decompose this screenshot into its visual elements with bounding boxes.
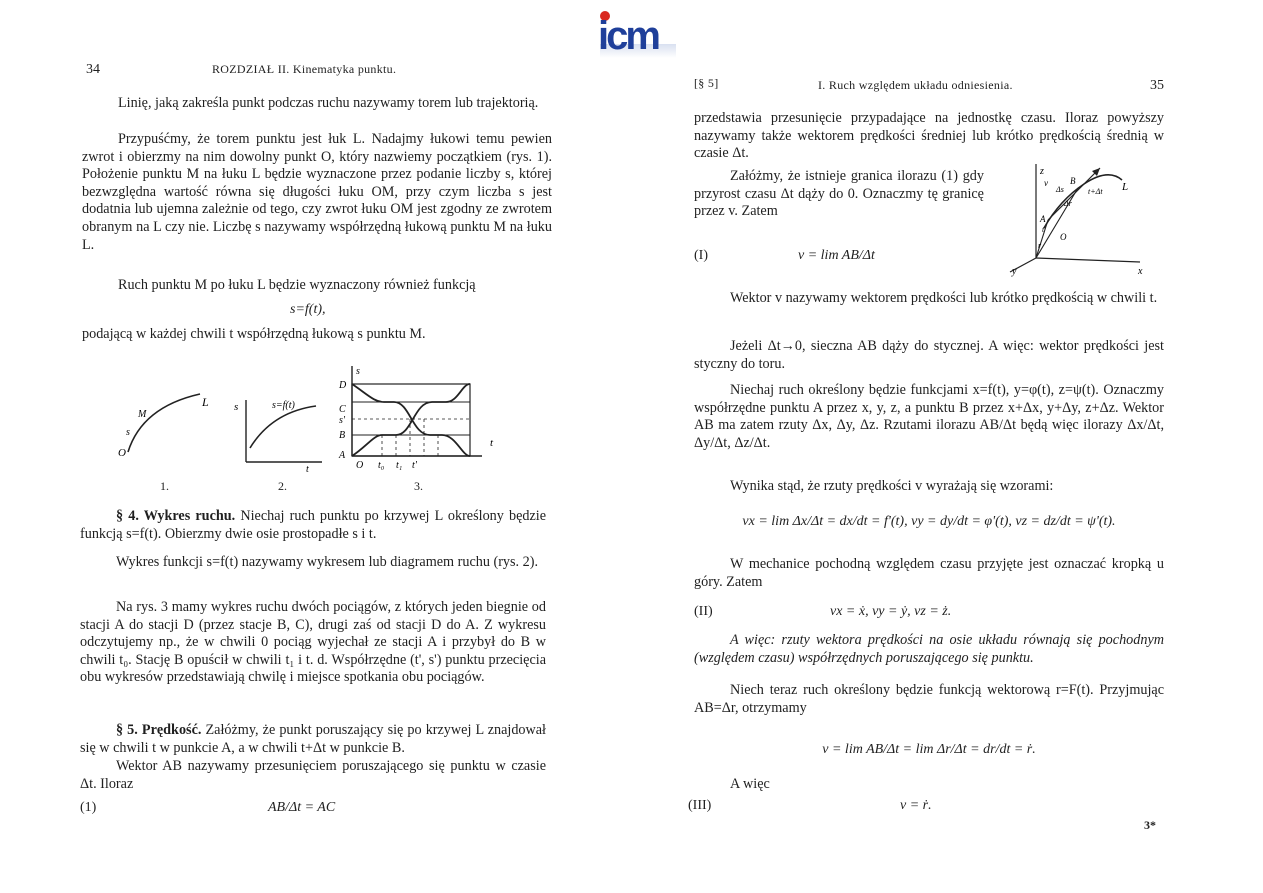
paragraph-motion-function: Ruch punktu M po łuku L będzie wyznaczony również funkcją [118,277,476,293]
equation-II: vx = ẋ, vy = ẏ, vz = ż. [830,604,952,619]
paragraph-velocity-components: Wynika stąd, że rzuty prędkości v wyrażają się wzorami: [730,478,1054,494]
fig3-label-t0: t₀ [378,460,385,471]
fig-label-B: B [1070,176,1076,186]
fig3-label-t: t [490,437,494,449]
section-5-title: § 5. Prędkość. [116,722,202,738]
page-number-left: 34 [86,62,100,77]
section-4-paragraph-1 [80,508,546,543]
velocity-vector-figure [1000,158,1150,278]
equation-III-number: (III) [688,798,712,813]
equation-1: AB/Δt = AC [268,800,336,815]
fig3-label-A: A [339,450,346,461]
figures-1-3 [112,362,522,474]
fig1-label-M: M [138,409,147,420]
fig2-label-s: s [234,401,239,413]
paragraph-dot-notation: W mechanice pochodną względem czasu przyjęte jest oznaczać kropką u góry. Zatem [694,556,1164,590]
left-page [0,0,600,893]
fig2-curve [250,406,316,448]
fig-label-x: x [1138,266,1143,277]
fig1-label-O: O [118,447,126,459]
fig2-label-t: t [306,464,309,474]
paragraph-vector-function: Niech teraz ruch określony będzie funkcją wektorową r=F(t). Przyjmując AB=Δr, otrzymamy [694,682,1164,716]
fig-label-v: v [1044,178,1048,188]
paragraph-projections: Niechaj ruch określony będzie funkcjami x=f(t), y=φ(t), z=ψ(t). Oznaczmy współrzędne punktu A przez x, y, z, a punktu B przez x+Δx, y+Δy, z+Δz. Wektor AB ma zatem rzuty Δx, Δy, Δz. Rzutami ilorazu AB/Δt będą więc ilorazy Δx/Δt, Δy/Δt, Δz/Δt. [694,382,1164,451]
figure-caption-3: 3. [414,479,423,493]
fig-label-A: A [1040,214,1046,224]
fig3-label-C: C [339,404,346,415]
equation-III: v = ṙ. [900,798,932,813]
section-4-text-1: Niechaj ruch punktu po krzywej L określony będzie funkcją s=f(t). Obierzmy dwie osie prostopadłe s i t. [80,508,547,542]
fig-label-dr: Δr [1064,199,1072,208]
fig3-label-s-prime: s' [339,415,346,426]
fig-label-ds: Δs [1056,185,1064,194]
paragraph-arc-coordinate: Przypuśćmy, że torem punktu jest łuk L. Nadajmy łukowi temu pewien zwrot i obierzmy na nim dowolny punkt O, który nazwiemy początkiem (rys. 1). Położenie punktu M na łuku L będzie wyznaczone przez podanie liczby s, której bezwzględna wartość równa się długości łuku OM, przy czym liczba s jest dodatnia lub ujemna zależnie od tego, czy zwrot łuku OM jest zgodny ze zwrotem obranym na L czy nie. Liczbę s nazywamy współrzędną łukową punktu M na łuku L. [82,131,552,253]
paragraph-coordinate-at-t: podającą w każdej chwili t współrzędną łukową s punktu M. [82,326,426,342]
fig-label-t-dt: t+Δt [1088,187,1103,196]
fig3-train-A-to-D [352,384,470,456]
figure-caption-1: 1. [160,479,169,493]
section-5-paragraph-2: Wektor AB nazywamy przesunięciem poruszającego się punktu w czasie Δt. Iloraz [80,758,546,792]
equation-1-number: (1) [80,800,97,815]
section-4-paragraph-3: Na rys. 3 mamy wykres ruchu dwóch pociągów, z których jeden biegnie od stacji A do stacji D (przez stacje B, C), drugi zaś od stacji D do A. Z wykresu odczytujemy np., że w chwili 0 pociąg wyjechał ze stacji A i przybył do B w chwili t₀. Stację B opuścił w chwili t₁ i t. d. Współrzędne (t', s') punktu przecięcia obu wykresów przedstawiają chwilę i miejsce spotkania obu pociągów. [80,599,546,686]
paragraph-tangent: Jeżeli Δt→0, sieczna AB dąży do stycznej. A więc: wektor prędkości jest styczny do toru. [694,338,1164,372]
fig3-label-s: s [356,366,360,377]
section-reference: [§ 5] [694,76,719,90]
equation-vector-derivative: v = lim AB/Δt = lim Δr/Δt = dr/dt = ṙ. [822,742,1036,757]
paragraph-limit: Załóżmy, że istnieje granica ilorazu (1) gdy przyrost czasu Δt dąży do 0. Oznaczmy tę granicę przez v. Zatem [694,168,984,220]
paragraph-average-velocity: przedstawia przesunięcie przypadające na jednostkę czasu. Iloraz powyższy nazywamy także wektorem prędkości średniej lub krótko prędkością średnią w czasie Δt. [694,110,1164,162]
equation-components: vx = lim Δx/Δt = dx/dt = f'(t), vy = dy/dt = φ'(t), vz = dz/dt = ψ'(t). [742,514,1116,529]
equation-I-number: (I) [694,248,708,263]
fig3-label-t1: t₁ [396,460,403,471]
fig-label-y: y [1012,266,1017,277]
right-page [660,0,1263,893]
figure-caption-2: 2. [278,479,287,493]
running-header-left: ROZDZIAŁ II. Kinematyka punktu. [212,62,397,76]
page-number-right: 35 [1150,78,1164,93]
fig3-label-D: D [339,380,347,391]
fig3-label-t-prime: t' [412,460,417,471]
fig-label-t: t [1042,225,1045,234]
fig-label-L: L [1122,181,1129,193]
paragraph-theorem: A więc: rzuty wektora prędkości na osie układu równają się pochodnym (względem czasu) współrzędnych poruszającego się punktu. [694,632,1164,666]
fig-label-r: r [1038,241,1042,250]
section-5-paragraph-1 [80,722,546,757]
equation-s-of-t: s=f(t), [290,302,326,317]
section-4-paragraph-2: Wykres funkcji s=f(t) nazywamy wykresem lub diagramem ruchu (rys. 2). [116,554,539,570]
section-5-text-1: Załóżmy, że punkt poruszający się po krzywej L znajdował się w chwili t w punkcie A, a w chwili t+Δt w punkcie B. [80,722,547,756]
fig3-label-B: B [339,430,346,441]
fig3-train-D-to-A [352,384,470,456]
fig2-label-function: s=f(t) [272,400,295,411]
axis-x [1036,258,1140,262]
fig-label-z: z [1040,166,1044,177]
equation-II-number: (II) [694,604,713,619]
fig1-label-s: s [126,427,130,438]
fig-label-O: O [1060,232,1067,242]
trajectory-L [1044,175,1122,228]
logo-text: icm [598,14,658,58]
running-header-right: I. Ruch względem układu odniesienia. [818,78,1013,92]
paragraph-therefore: A więc [730,776,770,792]
fig3-frame [352,384,470,456]
fig3-label-O: O [356,460,364,471]
fig1-label-L: L [202,395,209,409]
equation-I: v = lim AB/Δt [798,248,875,263]
section-4-title: § 4. Wykres ruchu. [116,508,236,524]
paragraph-velocity-vector: Wektor v nazywamy wektorem prędkości lub krótko prędkością w chwili t. [730,290,1158,306]
fig1-arc [128,394,200,452]
paragraph-trajectory: Linię, jaką zakreśla punkt podczas ruchu nazywamy torem lub trajektorią. [118,95,539,111]
signature-mark: 3* [1144,818,1156,832]
